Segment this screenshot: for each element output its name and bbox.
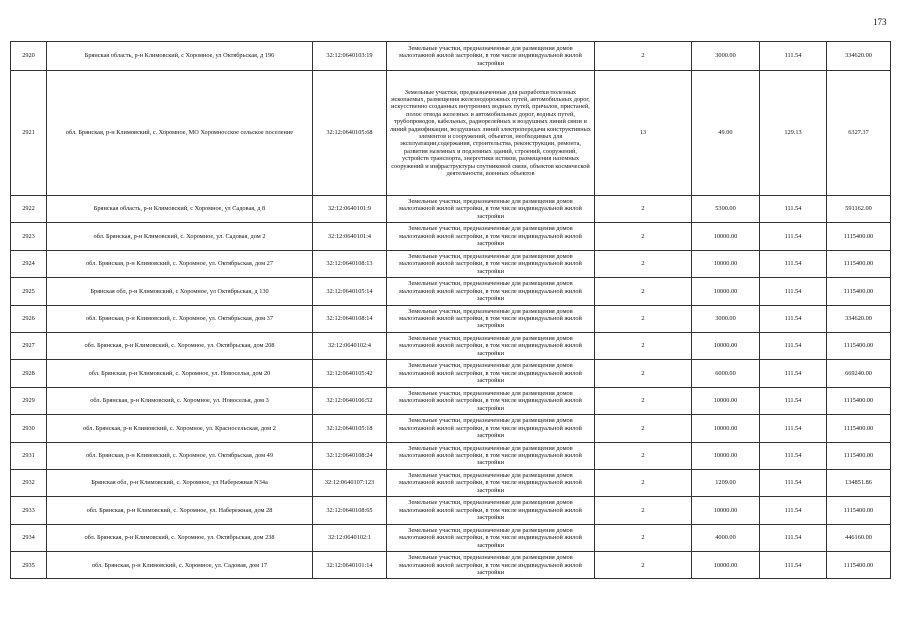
table-row	[11, 360, 891, 387]
row-cadastral-value: 446160.00	[827, 524, 891, 551]
row-land-use: Земельные участки, предназначенные для размещения домов малоэтажной жилой застройки, в том числе индивидуальной жилой застройки	[387, 552, 595, 579]
row-cadastral-value: 334620.00	[827, 305, 891, 332]
row-specific-value: 111.54	[760, 278, 827, 305]
row-specific-value: 111.54	[760, 387, 827, 414]
row-area: 10000.00	[692, 415, 760, 442]
table-row	[11, 497, 891, 524]
row-group: 2	[595, 497, 692, 524]
row-group: 13	[595, 71, 692, 196]
row-land-use: Земельные участки, предназначенные для размещения домов малоэтажной жилой застройки, в том числе индивидуальной жилой застройки	[387, 250, 595, 277]
row-cadastral-value: 1115400.00	[827, 415, 891, 442]
row-number: 2923	[11, 223, 47, 250]
row-number: 2933	[11, 497, 47, 524]
row-specific-value: 111.54	[760, 497, 827, 524]
row-specific-value: 111.54	[760, 42, 827, 71]
row-cadastral-value: 134851.86	[827, 469, 891, 496]
table-row	[11, 250, 891, 277]
row-number: 2931	[11, 442, 47, 469]
row-cadastral-number: 32:12:0640108:24	[313, 442, 387, 469]
row-cadastral-value: 669240.00	[827, 360, 891, 387]
row-cadastral-number: 32:12:0640102:1	[313, 524, 387, 551]
row-cadastral-number: 32:12:0640105:18	[313, 415, 387, 442]
row-cadastral-number: 32:12:0640101:4	[313, 223, 387, 250]
row-address: обл. Брянская, р-н Климовский, с. Хоромное, ул. Октябрьская, дом 37	[47, 305, 313, 332]
row-area: 10000.00	[692, 552, 760, 579]
row-cadastral-number: 32:12:0640108:14	[313, 305, 387, 332]
row-number: 2920	[11, 42, 47, 71]
row-cadastral-value: 1115400.00	[827, 223, 891, 250]
row-address: обл. Брянская, р-н Климовский, с. Хоромное, ул. Садовая, дом 2	[47, 223, 313, 250]
row-cadastral-number: 32:12:0640101:14	[313, 552, 387, 579]
row-number: 2926	[11, 305, 47, 332]
table-row	[11, 278, 891, 305]
row-area: 5300.00	[692, 196, 760, 223]
row-area: 6000.00	[692, 360, 760, 387]
row-specific-value: 111.54	[760, 552, 827, 579]
table-body	[11, 42, 891, 579]
row-cadastral-number: 32:12:0640101:9	[313, 196, 387, 223]
row-number: 2921	[11, 71, 47, 196]
page-number: 173	[873, 17, 887, 27]
row-land-use: Земельные участки, предназначенные для размещения домов малоэтажной жилой застройки, в том числе индивидуальной жилой застройки	[387, 497, 595, 524]
row-area: 10000.00	[692, 250, 760, 277]
row-area: 3000.00	[692, 305, 760, 332]
table-row	[11, 552, 891, 579]
row-address: обл. Брянская, р-н Климовский, с. Хоромное, ул. Новоселья, дом 20	[47, 360, 313, 387]
table-row	[11, 415, 891, 442]
row-specific-value: 111.54	[760, 196, 827, 223]
row-specific-value: 111.54	[760, 250, 827, 277]
row-land-use: Земельные участки, предназначенные для размещения домов малоэтажной жилой застройки, в том числе индивидуальной жилой застройки	[387, 278, 595, 305]
row-cadastral-value: 6327.37	[827, 71, 891, 196]
row-address: обл. Брянская, р-н Климовский, с. Хоромное, ул. Октябрьская, дом 27	[47, 250, 313, 277]
cadastral-value-table	[10, 41, 891, 579]
row-number: 2932	[11, 469, 47, 496]
row-land-use: Земельные участки, предназначенные для размещения домов малоэтажной жилой застройки, в том числе индивидуальной жилой застройки	[387, 524, 595, 551]
row-number: 2924	[11, 250, 47, 277]
row-land-use: Земельные участки, предназначенные для размещения домов малоэтажной жилой застройки, в том числе индивидуальной жилой застройки	[387, 196, 595, 223]
row-specific-value: 111.54	[760, 469, 827, 496]
row-land-use: Земельные участки, предназначенные для размещения домов малоэтажной жилой застройки, в том числе индивидуальной жилой застройки	[387, 442, 595, 469]
row-group: 2	[595, 360, 692, 387]
row-cadastral-number: 32:12:0640103:19	[313, 42, 387, 71]
table-row	[11, 42, 891, 71]
row-address: обл. Брянская, р-н Климовский, с. Хоромное, ул. Садовая, дом 17	[47, 552, 313, 579]
row-number: 2929	[11, 387, 47, 414]
row-area: 4000.00	[692, 524, 760, 551]
row-address: обл. Брянская, р-н Климовский, с. Хоромное, ул. Новоселья, дом 3	[47, 387, 313, 414]
row-cadastral-number: 32:12:0640108:65	[313, 497, 387, 524]
row-area: 10000.00	[692, 497, 760, 524]
table-row	[11, 196, 891, 223]
row-specific-value: 129.13	[760, 71, 827, 196]
row-area: 10000.00	[692, 442, 760, 469]
row-specific-value: 111.54	[760, 415, 827, 442]
row-cadastral-value: 1115400.00	[827, 278, 891, 305]
row-land-use: Земельные участки, предназначенные для размещения домов малоэтажной жилой застройки, в том числе индивидуальной жилой застройки	[387, 387, 595, 414]
row-address: Брянская область, р-н Климовский, с Хоромное, ул Октябрьская, д 196	[47, 42, 313, 71]
row-specific-value: 111.54	[760, 360, 827, 387]
row-address: обл. Брянская, р-н Климовский, с. Хоромное, ул. Октябрьская, дом 208	[47, 332, 313, 359]
row-land-use: Земельные участки, предназначенные для размещения домов малоэтажной жилой застройки, в том числе индивидуальной жилой застройки	[387, 42, 595, 71]
row-cadastral-number: 32:12:0640105:42	[313, 360, 387, 387]
row-address: обл. Брянская, р-н Климовский, с. Хоромное, МО Хоромносское сельское поселение	[47, 71, 313, 196]
row-group: 2	[595, 332, 692, 359]
table-row	[11, 524, 891, 551]
row-land-use: Земельные участки, предназначенные для размещения домов малоэтажной жилой застройки, в том числе индивидуальной жилой застройки	[387, 415, 595, 442]
row-land-use: Земельные участки, предназначенные для размещения домов малоэтажной жилой застройки, в том числе индивидуальной жилой застройки	[387, 223, 595, 250]
row-address: обл. Брянская, р-н Климовский, с. Хоромное, ул. Октябрьская, дом 49	[47, 442, 313, 469]
row-cadastral-number: 32:12:0640108:13	[313, 250, 387, 277]
row-cadastral-number: 32:12:0640102:4	[313, 332, 387, 359]
row-group: 2	[595, 42, 692, 71]
row-cadastral-number: 32:12:0640106:52	[313, 387, 387, 414]
row-group: 2	[595, 387, 692, 414]
row-cadastral-value: 591162.00	[827, 196, 891, 223]
row-land-use: Земельные участки, предназначенные для размещения домов малоэтажной жилой застройки, в том числе индивидуальной жилой застройки	[387, 305, 595, 332]
row-area: 10000.00	[692, 332, 760, 359]
row-group: 2	[595, 469, 692, 496]
row-cadastral-value: 1115400.00	[827, 387, 891, 414]
row-specific-value: 111.54	[760, 305, 827, 332]
row-group: 2	[595, 278, 692, 305]
row-cadastral-value: 1115400.00	[827, 552, 891, 579]
row-address: Брянская область, р-н Климовский, с Хоромное, ул Садовая, д 8	[47, 196, 313, 223]
row-specific-value: 111.54	[760, 332, 827, 359]
row-cadastral-value: 334620.00	[827, 42, 891, 71]
row-group: 2	[595, 305, 692, 332]
row-area: 1209.00	[692, 469, 760, 496]
row-address: обл. Брянская, р-н Климовский, с. Хоромное, ул. Набережная, дом 28	[47, 497, 313, 524]
table-row	[11, 223, 891, 250]
row-area: 10000.00	[692, 387, 760, 414]
row-land-use: Земельные участки, предназначенные для размещения домов малоэтажной жилой застройки, в том числе индивидуальной жилой застройки	[387, 360, 595, 387]
row-specific-value: 111.54	[760, 524, 827, 551]
table-row	[11, 332, 891, 359]
row-area: 10000.00	[692, 278, 760, 305]
row-number: 2922	[11, 196, 47, 223]
row-area: 3000.00	[692, 42, 760, 71]
row-number: 2927	[11, 332, 47, 359]
row-specific-value: 111.54	[760, 223, 827, 250]
table-row	[11, 469, 891, 496]
row-group: 2	[595, 552, 692, 579]
row-cadastral-number: 32:12:0640105:68	[313, 71, 387, 196]
row-number: 2935	[11, 552, 47, 579]
row-land-use: Земельные участки, предназначенные для размещения домов малоэтажной жилой застройки, в том числе индивидуальной жилой застройки	[387, 332, 595, 359]
row-number: 2930	[11, 415, 47, 442]
row-cadastral-value: 1115400.00	[827, 497, 891, 524]
row-number: 2928	[11, 360, 47, 387]
row-number: 2934	[11, 524, 47, 551]
table-row	[11, 387, 891, 414]
row-area: 49.00	[692, 71, 760, 196]
row-land-use: Земельные участки, предназначенные для разработки полезных ископаемых, размещения железнодорожных путей, автомобильных дорог, искусственно созданных внутренних водных путей, причалов, пристаней, полос отвода железных и автомобильных дорог, водных путей, трубопроводов, кабельных, радиорелейных и воздушных линий связи и линий радиофикации, воздушных линий электропередачи конструктивных элементов и сооружений, объектов, необходимых для эксплуатации,содержания, строительства, реконструкции, ремонта, развития наземных и подземных зданий, строений, сооружений, устройств транспорта, энергетики иствязи, размещения наземных сооружений и инфраструктуры спутниковой связи, объектов космической деятельности, военных объектов	[387, 71, 595, 196]
row-group: 2	[595, 442, 692, 469]
row-land-use: Земельные участки, предназначенные для размещения домов малоэтажной жилой застройки, в том числе индивидуальной жилой застройки	[387, 469, 595, 496]
row-cadastral-value: 1115400.00	[827, 332, 891, 359]
row-group: 2	[595, 250, 692, 277]
row-address: обл. Брянская, р-н Климовский, с. Хоромное, ул. Красносельская, дом 2	[47, 415, 313, 442]
row-address: Брянская обл, р-н Климовский, с Хоромное, ул Октябрьская, д 130	[47, 278, 313, 305]
table-row	[11, 305, 891, 332]
table-row	[11, 71, 891, 196]
row-group: 2	[595, 223, 692, 250]
row-cadastral-value: 1115400.00	[827, 250, 891, 277]
table-row	[11, 442, 891, 469]
row-cadastral-number: 32:12:0640107:123	[313, 469, 387, 496]
row-group: 2	[595, 415, 692, 442]
row-area: 10000.00	[692, 223, 760, 250]
row-number: 2925	[11, 278, 47, 305]
row-address: Брянская обл, р-н Климовский, с. Хоромное, ул Набережная N34а	[47, 469, 313, 496]
row-specific-value: 111.54	[760, 442, 827, 469]
row-group: 2	[595, 196, 692, 223]
row-cadastral-number: 32:12:0640105:14	[313, 278, 387, 305]
row-cadastral-value: 1115400.00	[827, 442, 891, 469]
row-address: обл. Брянская, р-н Климовский, с. Хоромное, ул. Октябрьская, дом 238	[47, 524, 313, 551]
row-group: 2	[595, 524, 692, 551]
